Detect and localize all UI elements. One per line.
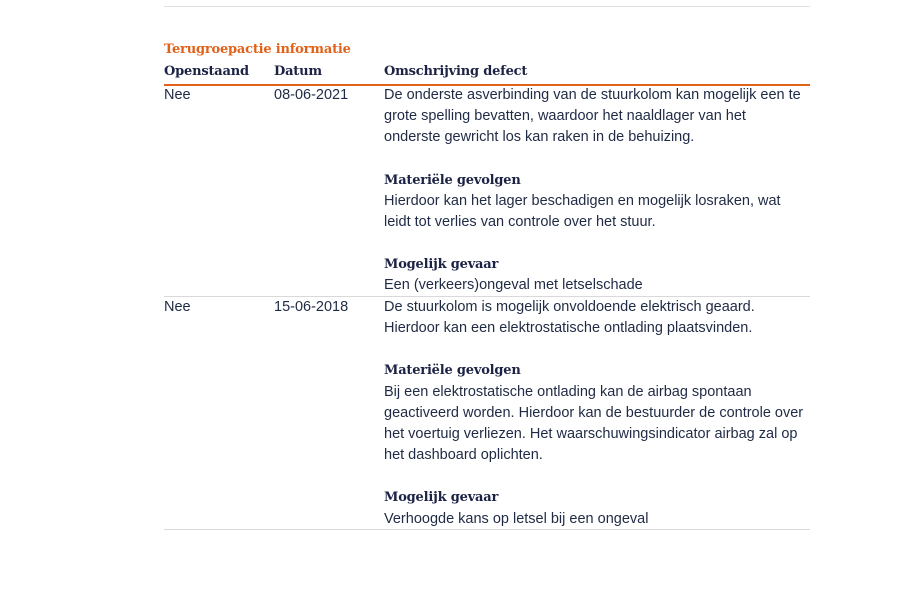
section-title: Terugroepactie informatie bbox=[164, 42, 351, 57]
defect-description bbox=[384, 297, 804, 530]
table-header bbox=[164, 64, 810, 86]
danger-heading: Mogelijk gevaar bbox=[384, 490, 499, 506]
open-status: Nee bbox=[164, 299, 191, 315]
consequences-heading: Materiële gevolgen bbox=[384, 172, 521, 188]
table-row bbox=[164, 85, 810, 297]
table-row bbox=[164, 297, 810, 530]
description-text: De onderste asverbinding van de stuurkolom kan mogelijk een te grote spelling bevatten, waardoor het naaldlager van het onderste gewricht los kan raken in de behuizing. bbox=[384, 87, 801, 146]
open-status: Nee bbox=[164, 87, 191, 103]
recall-date: 08-06-2021 bbox=[274, 87, 349, 103]
description-text: De stuurkolom is mogelijk onvoldoende elektrisch geaard. Hierdoor kan een elektrostatische ontlading plaatsvinden. bbox=[384, 299, 755, 337]
consequences-text: Bij een elektrostatische ontlading kan de airbag spontaan geactiveerd worden. Hierdoor kan de bestuurder de controle over het voertuig verliezen. Het waarschuwingsindicator airbag zal op het dashboard oplichten. bbox=[384, 383, 804, 464]
column-header-open: Openstaand bbox=[164, 64, 249, 79]
consequences-text: Hierdoor kan het lager beschadigen en mogelijk losraken, wat leidt tot verlies van controle over het stuur. bbox=[384, 192, 781, 231]
column-header-description: Omschrijving defect bbox=[384, 64, 528, 79]
top-divider bbox=[164, 6, 810, 7]
column-header-date: Datum bbox=[274, 64, 322, 79]
consequences-heading: Materiële gevolgen bbox=[384, 363, 521, 379]
defect-description bbox=[384, 85, 804, 297]
danger-text: Verhoogde kans op letsel bij een ongeval bbox=[384, 510, 649, 527]
danger-text: Een (verkeers)ongeval met letselschade bbox=[384, 277, 643, 294]
recall-date: 15-06-2018 bbox=[274, 299, 349, 315]
danger-heading: Mogelijk gevaar bbox=[384, 257, 499, 273]
